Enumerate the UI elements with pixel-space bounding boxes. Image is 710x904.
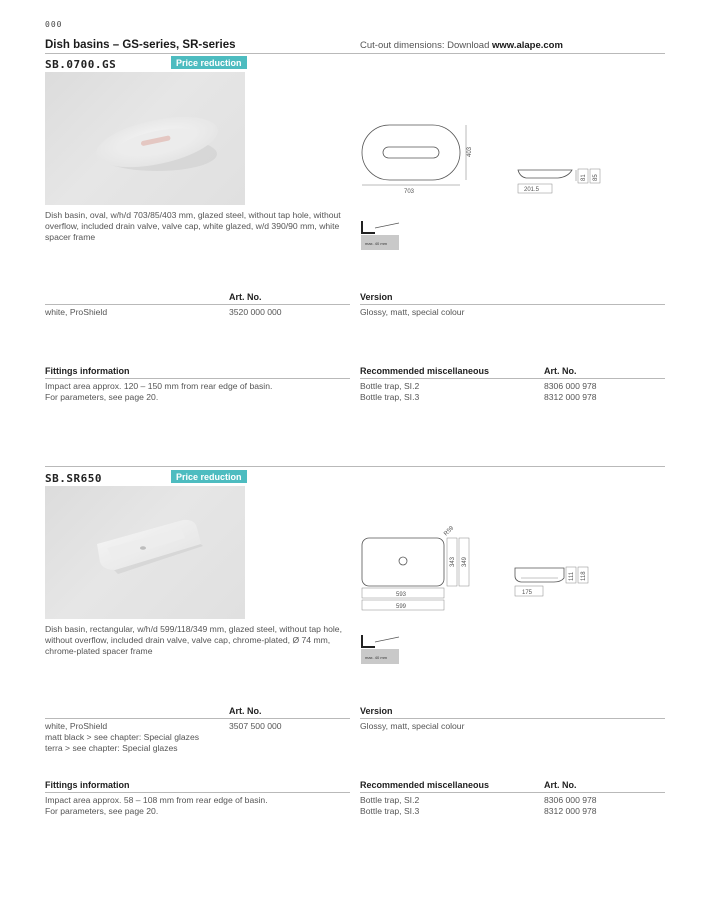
variant-row: matt black > see chapter: Special glazes: [45, 732, 200, 742]
misc-art-header: Art. No.: [544, 366, 577, 376]
misc-item-art: 8306 000 978: [544, 795, 597, 805]
art-no-header: Art. No.: [229, 292, 262, 302]
version-header: Version: [360, 292, 393, 302]
cutout-link[interactable]: www.alape.com: [492, 40, 563, 51]
oval-dimension-drawing: [358, 115, 608, 200]
misc-item-name: Bottle trap, SI.3: [360, 392, 420, 402]
dim-depth-inner: 343: [450, 556, 456, 567]
fittings-line: Impact area approx. 58 – 108 mm from rear edge of basin.: [45, 795, 268, 805]
install-note: max. 40 mm: [365, 241, 388, 246]
fittings-rule: [45, 378, 350, 379]
product-photo: [45, 486, 245, 619]
price-reduction-badge: Price reduction: [171, 470, 247, 483]
dim-height-b: 118: [581, 571, 587, 581]
version-value: Glossy, matt, special colour: [360, 721, 465, 731]
page-number: 000: [45, 20, 63, 29]
dim-height-b: 85: [593, 174, 599, 181]
misc-header: Recommended miscellaneous: [360, 366, 490, 376]
product-photo: [45, 72, 245, 205]
misc-art-header: Art. No.: [544, 780, 577, 790]
table-rule-right: [360, 718, 665, 719]
section-divider: [45, 466, 665, 467]
rectangular-dimension-drawing: [358, 520, 608, 615]
misc-item-name: Bottle trap, SI.2: [360, 381, 420, 391]
fittings-header: Fittings information: [45, 366, 130, 376]
table-rule-right: [360, 304, 665, 305]
dim-depth: 349: [462, 556, 468, 567]
cutout-note: [360, 40, 563, 51]
page-title: Dish basins – GS-series, SR-series: [45, 39, 236, 51]
fittings-line: For parameters, see page 20.: [45, 392, 159, 402]
misc-item-name: Bottle trap, SI.3: [360, 806, 420, 816]
dim-side: 201.5: [524, 187, 540, 193]
art-no-header: Art. No.: [229, 706, 262, 716]
misc-item-art: 8312 000 978: [544, 806, 597, 816]
variant-row: white, ProShield: [45, 307, 108, 317]
dim-depth: 403: [467, 146, 473, 157]
dim-width-inner: 593: [396, 592, 407, 598]
product-description: Dish basin, rectangular, w/h/d 599/118/349 mm, glazed steel, without tap hole, without overflow, included drain valve, valve cap, chrome-plated, Ø 74 mm, chrome-plated spacer frame: [45, 624, 342, 656]
oval-basin-image: [45, 72, 245, 205]
install-note: max. 40 mm: [365, 655, 388, 660]
table-rule-left: [45, 304, 350, 305]
art-no-value: 3507 500 000: [229, 721, 282, 731]
misc-rule: [360, 792, 665, 793]
version-value: Glossy, matt, special colour: [360, 307, 465, 317]
dim-height-a: 111: [569, 571, 575, 581]
misc-header: Recommended miscellaneous: [360, 780, 490, 790]
misc-item-name: Bottle trap, SI.2: [360, 795, 420, 805]
cutout-prefix: Cut-out dimensions: Download: [360, 40, 493, 51]
installation-detail-drawing: [359, 632, 409, 667]
table-rule-left: [45, 718, 350, 719]
dim-width: 703: [404, 189, 415, 195]
rectangular-basin-image: [45, 486, 245, 619]
fittings-rule: [45, 792, 350, 793]
variant-row: white, ProShield: [45, 721, 108, 731]
art-no-value: 3520 000 000: [229, 307, 282, 317]
misc-item-art: 8312 000 978: [544, 392, 597, 402]
installation-detail-drawing: [359, 218, 409, 253]
fittings-line: Impact area approx. 120 – 150 mm from rear edge of basin.: [45, 381, 273, 391]
dim-height-a: 81: [581, 174, 587, 181]
misc-item-art: 8306 000 978: [544, 381, 597, 391]
variant-row: terra > see chapter: Special glazes: [45, 743, 178, 753]
header-rule: [45, 53, 665, 54]
price-reduction-badge: Price reduction: [171, 56, 247, 69]
dim-radius: R59: [443, 525, 456, 538]
dim-width: 599: [396, 604, 407, 610]
version-header: Version: [360, 706, 393, 716]
dim-side: 175: [522, 590, 533, 596]
product-description: Dish basin, oval, w/h/d 703/85/403 mm, glazed steel, without tap hole, without overflow, included drain valve, valve cap, white glazed, w/d 390/90 mm, white spacer frame: [45, 210, 341, 242]
fittings-line: For parameters, see page 20.: [45, 806, 159, 816]
product-code: SB.SR650: [45, 472, 102, 485]
misc-rule: [360, 378, 665, 379]
fittings-header: Fittings information: [45, 780, 130, 790]
product-code: SB.0700.GS: [45, 58, 117, 71]
